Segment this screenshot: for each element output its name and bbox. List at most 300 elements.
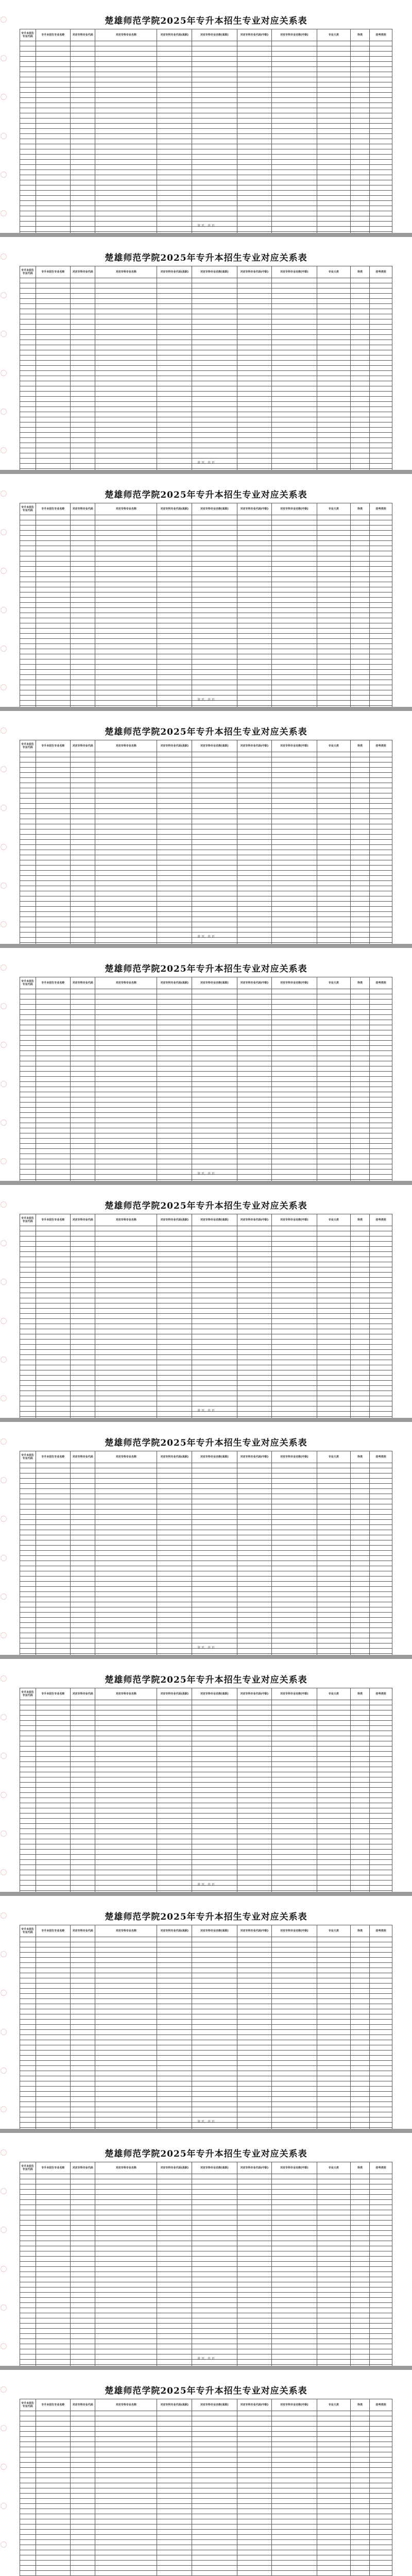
table-cell	[95, 778, 157, 783]
table-cell	[71, 1381, 95, 1386]
table-cell	[317, 139, 351, 144]
table-cell	[317, 762, 351, 768]
table-cell	[317, 67, 351, 72]
table-cell	[36, 438, 71, 443]
table-cell	[36, 582, 71, 587]
table-cell	[272, 155, 317, 160]
table-cell	[370, 2020, 392, 2025]
table-cell	[95, 762, 157, 768]
table-cell	[36, 1752, 71, 1757]
mapping-table	[20, 1451, 392, 1655]
table-cell	[317, 1226, 351, 1231]
table-cell	[317, 1582, 351, 1587]
table-cell	[20, 551, 36, 556]
table-cell	[317, 201, 351, 206]
table-row	[20, 1808, 392, 1814]
table-cell	[317, 1417, 351, 1418]
table-cell	[71, 562, 95, 567]
table-cell	[157, 289, 192, 294]
table-cell	[370, 1999, 392, 2004]
table-cell	[36, 1654, 71, 1655]
table-row	[20, 912, 392, 917]
table-cell	[272, 567, 317, 572]
table-cell	[370, 1489, 392, 1494]
table-cell	[370, 1736, 392, 1741]
table-cell	[192, 185, 237, 191]
table-row	[20, 541, 392, 546]
table-cell	[71, 639, 95, 644]
table-cell	[192, 366, 237, 371]
table-cell	[237, 917, 272, 922]
table-cell	[351, 1159, 370, 1164]
table-cell	[192, 855, 237, 860]
table-cell	[95, 1607, 157, 1613]
table-cell	[20, 1865, 36, 1870]
table-cell	[351, 2097, 370, 2102]
table-cell	[20, 1144, 36, 1149]
table-cell	[36, 2190, 71, 2195]
table-cell	[237, 1226, 272, 1231]
table-cell	[157, 2226, 192, 2231]
table-cell	[272, 2097, 317, 2102]
table-cell	[192, 417, 237, 422]
table-cell	[157, 1370, 192, 1376]
table-cell	[20, 2179, 36, 2184]
table-cell	[71, 659, 95, 665]
table-cell	[237, 381, 272, 386]
table-cell	[36, 556, 71, 562]
table-cell	[370, 1947, 392, 1953]
table-cell	[192, 1942, 237, 1947]
table-cell	[20, 577, 36, 582]
table-cell	[317, 989, 351, 994]
table-cell	[192, 160, 237, 165]
table-cell	[237, 793, 272, 799]
table-cell	[370, 1705, 392, 1710]
table-cell	[351, 1319, 370, 1324]
table-cell	[370, 392, 392, 397]
table-cell	[351, 783, 370, 788]
table-cell	[192, 345, 237, 350]
table-cell	[20, 1824, 36, 1829]
table-cell	[36, 2030, 71, 2035]
table-cell	[351, 1793, 370, 1798]
table-cell	[157, 804, 192, 809]
table-cell	[157, 1798, 192, 1803]
table-cell	[370, 598, 392, 603]
table-cell	[71, 1757, 95, 1762]
table-cell	[370, 1654, 392, 1655]
column-header: 专业大类	[317, 1451, 351, 1463]
table-cell	[20, 289, 36, 294]
table-cell	[351, 902, 370, 907]
table-cell	[351, 2081, 370, 2087]
table-cell	[317, 1762, 351, 1767]
table-cell	[317, 613, 351, 618]
table-cell	[237, 2061, 272, 2066]
table-cell	[317, 2035, 351, 2040]
table-cell	[351, 1767, 370, 1772]
page-title: 楚雄师范学院2025年专升本招生专业对应关系表	[105, 1438, 307, 1448]
table-cell	[351, 886, 370, 891]
table-cell	[237, 402, 272, 407]
table-cell	[370, 1788, 392, 1793]
table-cell	[370, 1159, 392, 1164]
table-cell	[157, 907, 192, 912]
table-cell	[36, 896, 71, 902]
table-cell	[71, 1484, 95, 1489]
table-cell	[272, 422, 317, 428]
table-cell	[157, 1953, 192, 1958]
table-cell	[370, 1365, 392, 1370]
table-cell	[36, 1319, 71, 1324]
table-cell	[157, 793, 192, 799]
table-cell	[237, 1154, 272, 1159]
table-cell	[317, 876, 351, 881]
table-cell	[351, 1968, 370, 1973]
table-cell	[317, 541, 351, 546]
table-cell	[237, 1556, 272, 1561]
table-cell	[20, 2128, 36, 2129]
table-cell	[192, 2092, 237, 2097]
table-cell	[36, 402, 71, 407]
table-cell	[192, 1005, 237, 1010]
table-cell	[370, 1267, 392, 1273]
table-row	[20, 1747, 392, 1752]
table-cell	[157, 814, 192, 819]
table-cell	[20, 1829, 36, 1834]
table-cell	[272, 1489, 317, 1494]
table-cell	[157, 840, 192, 845]
table-cell	[317, 706, 351, 707]
table-cell	[157, 2112, 192, 2117]
table-cell	[36, 2107, 71, 2112]
table-cell	[71, 706, 95, 707]
table-cell	[237, 155, 272, 160]
table-cell	[36, 1303, 71, 1309]
table-cell	[36, 2102, 71, 2107]
table-cell	[95, 891, 157, 896]
table-cell	[36, 1334, 71, 1340]
table-cell	[370, 1546, 392, 1551]
table-row	[20, 598, 392, 603]
table-cell	[71, 881, 95, 886]
table-row	[20, 1314, 392, 1319]
table-cell	[71, 1324, 95, 1329]
table-cell	[237, 314, 272, 319]
table-cell	[20, 840, 36, 845]
table-cell	[237, 1267, 272, 1273]
table-cell	[71, 381, 95, 386]
table-cell	[157, 1855, 192, 1860]
table-cell	[370, 1618, 392, 1623]
table-cell	[237, 283, 272, 289]
table-cell	[36, 1473, 71, 1479]
table-cell	[317, 912, 351, 917]
table-cell	[192, 1757, 237, 1762]
table-cell	[95, 88, 157, 93]
table-cell	[36, 2092, 71, 2097]
table-cell	[36, 1850, 71, 1855]
column-header: 专升本招生专业名称	[36, 740, 71, 752]
table-cell	[272, 1370, 317, 1376]
table-cell	[157, 665, 192, 670]
table-cell	[95, 2246, 157, 2251]
table-cell	[95, 1788, 157, 1793]
table-cell	[237, 943, 272, 944]
table-cell	[317, 1855, 351, 1860]
table-cell	[237, 1005, 272, 1010]
table-cell	[36, 577, 71, 582]
table-cell	[157, 129, 192, 134]
table-cell	[237, 690, 272, 696]
watermark-logo	[1, 1120, 7, 1126]
table-cell	[317, 314, 351, 319]
table-cell	[192, 397, 237, 402]
table-cell	[192, 1747, 237, 1752]
table-cell	[370, 1973, 392, 1978]
table-cell	[370, 155, 392, 160]
table-cell	[157, 788, 192, 793]
table-cell	[272, 1036, 317, 1041]
table-cell	[237, 1103, 272, 1108]
table-cell	[157, 654, 192, 659]
table-cell	[237, 1747, 272, 1752]
table-cell	[272, 1030, 317, 1036]
table-cell	[36, 1345, 71, 1350]
table-cell	[272, 428, 317, 433]
table-cell	[192, 690, 237, 696]
table-row	[20, 845, 392, 850]
table-cell	[317, 1597, 351, 1602]
table-cell	[272, 1767, 317, 1772]
table-cell	[36, 1530, 71, 1535]
table-row	[20, 309, 392, 314]
table-row	[20, 536, 392, 541]
table-cell	[20, 155, 36, 160]
table-cell	[20, 299, 36, 304]
table-cell	[192, 1340, 237, 1345]
table-cell	[36, 840, 71, 845]
table-cell	[71, 206, 95, 211]
table-cell	[370, 1133, 392, 1139]
table-cell	[272, 1747, 317, 1752]
table-cell	[351, 1267, 370, 1273]
table-cell	[370, 912, 392, 917]
table-cell	[351, 989, 370, 994]
table-row	[20, 531, 392, 536]
table-cell	[272, 881, 317, 886]
table-cell	[317, 1592, 351, 1597]
table-cell	[317, 2241, 351, 2246]
table-cell	[36, 1994, 71, 1999]
table-cell	[71, 891, 95, 896]
table-cell	[192, 520, 237, 526]
table-cell	[237, 1978, 272, 1984]
table-cell	[36, 170, 71, 175]
table-cell	[36, 1731, 71, 1736]
table-cell	[20, 799, 36, 804]
table-cell	[36, 2009, 71, 2014]
table-cell	[272, 541, 317, 546]
table-cell	[192, 2061, 237, 2066]
table-cell	[192, 1494, 237, 1499]
table-cell	[192, 762, 237, 768]
table-cell	[370, 1772, 392, 1777]
table-cell	[71, 1953, 95, 1958]
table-cell	[95, 1571, 157, 1577]
table-cell	[370, 1252, 392, 1257]
table-cell	[317, 1463, 351, 1468]
table-cell	[71, 1103, 95, 1108]
table-cell	[95, 1180, 157, 1181]
table-cell	[351, 871, 370, 876]
table-cell	[317, 175, 351, 180]
table-row	[20, 2087, 392, 2092]
table-row	[20, 1726, 392, 1731]
column-header: 对应专科专业名称(高职)	[192, 29, 237, 41]
table-row	[20, 1582, 392, 1587]
table-cell	[20, 639, 36, 644]
table-cell	[20, 598, 36, 603]
table-cell	[351, 170, 370, 175]
table-cell	[71, 912, 95, 917]
table-cell	[157, 93, 192, 98]
table-cell	[272, 603, 317, 608]
table-cell	[20, 2107, 36, 2112]
table-cell	[237, 2035, 272, 2040]
table-cell	[157, 2257, 192, 2262]
table-cell	[71, 1767, 95, 1772]
table-cell	[20, 1463, 36, 1468]
table-cell	[317, 1798, 351, 1803]
table-cell	[237, 1288, 272, 1293]
table-cell	[157, 2061, 192, 2066]
table-cell	[272, 1814, 317, 1819]
table-cell	[20, 778, 36, 783]
table-row	[20, 1180, 392, 1181]
table-cell	[272, 592, 317, 598]
table-cell	[351, 443, 370, 448]
table-cell	[71, 902, 95, 907]
table-row	[20, 1860, 392, 1865]
table-cell	[20, 118, 36, 124]
table-cell	[157, 1082, 192, 1087]
table-row	[20, 1015, 392, 1020]
table-cell	[157, 1783, 192, 1788]
table-cell	[237, 2025, 272, 2030]
table-cell	[237, 1855, 272, 1860]
table-cell	[20, 1309, 36, 1314]
table-cell	[71, 1855, 95, 1860]
table-cell	[272, 902, 317, 907]
table-cell	[237, 659, 272, 665]
table-cell	[272, 1309, 317, 1314]
table-cell	[71, 1597, 95, 1602]
table-cell	[272, 1350, 317, 1355]
table-cell	[157, 2009, 192, 2014]
table-cell	[370, 1494, 392, 1499]
table-cell	[95, 2195, 157, 2200]
table-cell	[71, 1618, 95, 1623]
table-cell	[237, 366, 272, 371]
table-cell	[192, 1741, 237, 1747]
table-cell	[157, 1072, 192, 1077]
table-cell	[71, 2236, 95, 2241]
table-cell	[95, 2231, 157, 2236]
table-cell	[351, 819, 370, 824]
table-cell	[95, 1381, 157, 1386]
table-cell	[71, 2251, 95, 2257]
table-cell	[20, 294, 36, 299]
table-cell	[95, 1716, 157, 1721]
table-cell	[192, 129, 237, 134]
table-cell	[36, 1499, 71, 1504]
table-cell	[351, 1515, 370, 1520]
table-cell	[351, 644, 370, 649]
table-cell	[370, 1247, 392, 1252]
table-cell	[237, 1164, 272, 1170]
table-row	[20, 1139, 392, 1144]
table-cell	[370, 1092, 392, 1097]
column-header: 招考类别	[370, 977, 392, 989]
table-cell	[20, 1381, 36, 1386]
table-cell	[351, 335, 370, 340]
table-cell	[370, 866, 392, 871]
table-cell	[272, 185, 317, 191]
table-cell	[36, 1072, 71, 1077]
table-cell	[317, 649, 351, 654]
table-cell	[351, 2267, 370, 2272]
table-cell	[317, 783, 351, 788]
table-cell	[272, 1798, 317, 1803]
table-cell	[157, 1046, 192, 1051]
table-cell	[317, 634, 351, 639]
table-cell	[272, 2020, 317, 2025]
table-cell	[95, 1020, 157, 1025]
table-cell	[20, 134, 36, 139]
table-cell	[36, 139, 71, 144]
table-cell	[237, 345, 272, 350]
table-cell	[36, 902, 71, 907]
table-cell	[20, 2195, 36, 2200]
table-cell	[317, 608, 351, 613]
table-cell	[272, 2241, 317, 2246]
column-header: 专业大类	[317, 503, 351, 515]
table-cell	[237, 1510, 272, 1515]
table-cell	[71, 1473, 95, 1479]
table-cell	[157, 52, 192, 57]
table-cell	[192, 1716, 237, 1721]
table-cell	[20, 2087, 36, 2092]
table-cell	[317, 654, 351, 659]
table-row	[20, 1226, 392, 1231]
table-cell	[157, 582, 192, 587]
table-row	[20, 1082, 392, 1087]
table-cell	[272, 2128, 317, 2129]
table-cell	[71, 407, 95, 412]
watermark-logo	[1, 1516, 7, 1522]
table-cell	[370, 1010, 392, 1015]
table-row	[20, 680, 392, 685]
table-cell	[36, 1705, 71, 1710]
table-cell	[237, 185, 272, 191]
table-cell	[20, 912, 36, 917]
table-cell	[272, 149, 317, 155]
table-cell	[370, 1551, 392, 1556]
table-cell	[351, 592, 370, 598]
table-cell	[237, 1875, 272, 1880]
